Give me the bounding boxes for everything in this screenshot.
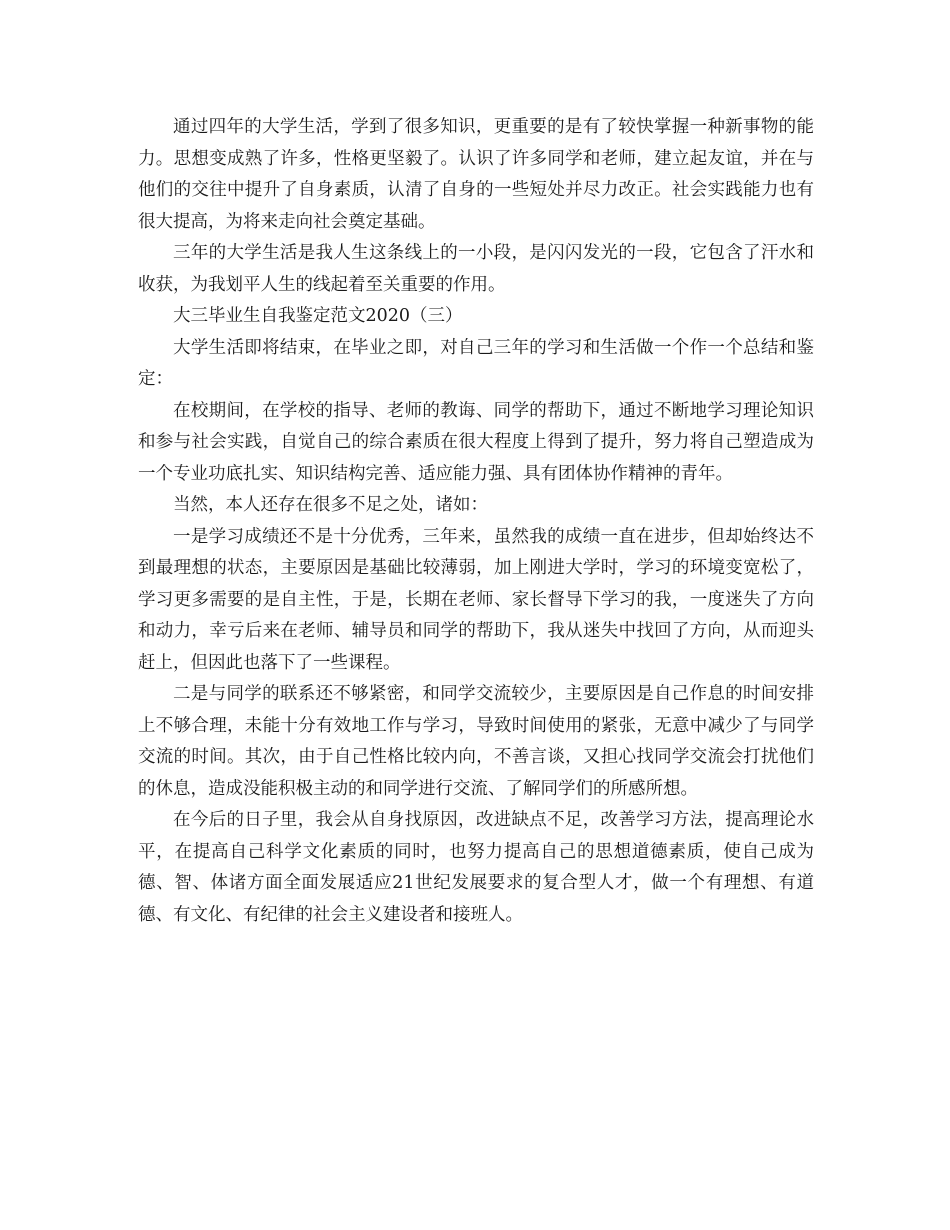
paragraph-school-period: 在校期间，在学校的指导、老师的教诲、同学的帮助下，通过不断地学习理论知识和参与社会实践，自觉自己的综合素质在很大程度上得到了提升，努力将自己塑造成为一个专业功底扎实、知识结构完善、适应能力强、具有团体协作精神的青年。 bbox=[138, 400, 814, 484]
paragraph-future: 在今后的日子里，我会从自身找原因，改进缺点不足，改善学习方法，提高理论水平，在提高自己科学文化素质的同时，也努力提高自己的思想道德素质，使自己成为德、智、体诸方面全面发展适应21世纪发展要求的复合型人才，做一个有理想、有道德、有文化、有纪律的社会主义建设者和接班人。 bbox=[138, 810, 814, 925]
paragraph-point-two: 二是与同学的联系还不够紧密，和同学交流较少，主要原因是自己作息的时间安排上不够合理，未能十分有效地工作与学习，导致时间使用的紧张，无意中减少了与同学交流的时间。其次，由于自己性格比较内向，不善言谈，又担心找同学交流会打扰他们的休息，造成没能积极主动的和同学进行交流、了解同学们的所感所想。 bbox=[138, 684, 814, 799]
paragraph-university-life: 通过四年的大学生活，学到了很多知识，更重要的是有了较快掌握一种新事物的能力。思想变成熟了许多，性格更坚毅了。认识了许多同学和老师，建立起友谊，并在与他们的交往中提升了自身素质，认清了自身的一些短处并尽力改正。社会实践能力也有很大提高，为将来走向社会奠定基础。 bbox=[138, 117, 814, 232]
paragraph-shortcomings: 当然，本人还存在很多不足之处，诸如： bbox=[173, 495, 488, 515]
document-page bbox=[138, 112, 814, 931]
paragraph-point-one: 一是学习成绩还不是十分优秀，三年来，虽然我的成绩一直在进步，但却始终达不到最理想的状态，主要原因是基础比较薄弱，加上刚进大学时，学习的环境变宽松了，学习更多需要的是自主性，于是，长期在老师、家长督导下学习的我，一度迷失了方向和动力，幸亏后来在老师、辅导员和同学的帮助下，我从迷失中找回了方向，从而迎头赶上，但因此也落下了一些课程。 bbox=[138, 526, 814, 673]
paragraph-intro: 大学生活即将结束，在毕业之即，对自己三年的学习和生活做一个作一个总结和鉴定： bbox=[138, 337, 814, 389]
section-heading: 大三毕业生自我鉴定范文2020（三） bbox=[173, 306, 463, 326]
paragraph-three-years: 三年的大学生活是我人生这条线上的一小段，是闪闪发光的一段，它包含了汗水和收获，为我划平人生的线起着至关重要的作用。 bbox=[138, 243, 814, 295]
